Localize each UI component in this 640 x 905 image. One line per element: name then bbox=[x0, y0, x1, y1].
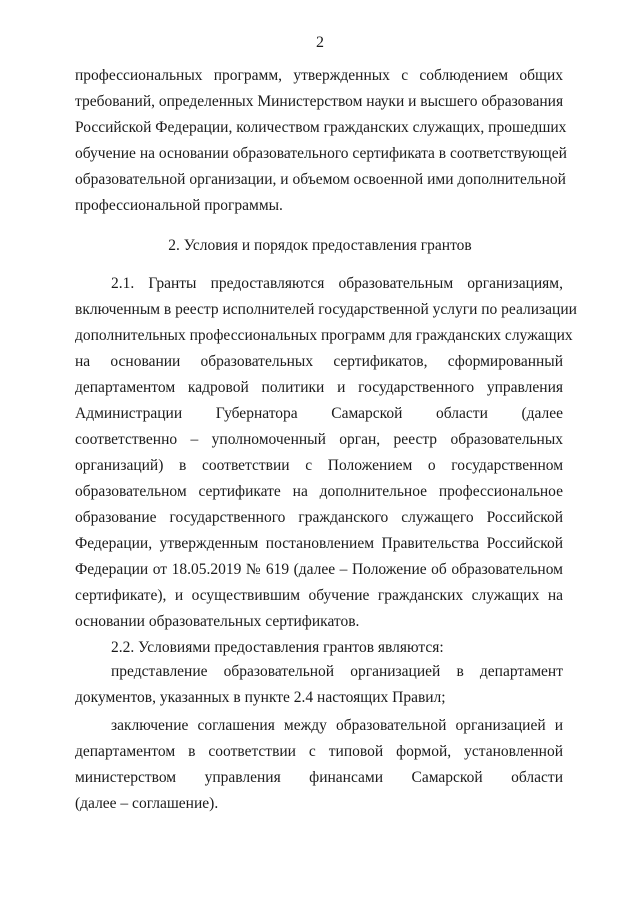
text-line: профессиональной программы. bbox=[75, 197, 283, 214]
text-line: 2.2. Условиями предоставления грантов являются: bbox=[111, 639, 444, 656]
text-line: образование государственного гражданского служащего Российской bbox=[75, 509, 563, 526]
text-line: департаментом в соответствии с типовой формой, установленной bbox=[75, 743, 563, 760]
page-number: 2 bbox=[316, 34, 324, 51]
condition-1-paragraph bbox=[75, 659, 563, 711]
text-line: Российской Федерации, количеством гражданских служащих, прошедших bbox=[75, 119, 567, 136]
text-line: включенным в реестр исполнителей государственной услуги по реализации bbox=[75, 301, 577, 318]
text-line: министерством управления финансами Самарской области bbox=[75, 769, 563, 786]
text-line: 2.1. Гранты предоставляются образовательным организациям, bbox=[111, 275, 563, 292]
text-line: Федерации от 18.05.2019 № 619 (далее – Положение об образовательном bbox=[75, 561, 563, 578]
text-line: департаментом кадровой политики и государственного управления bbox=[75, 379, 563, 396]
section-heading: 2. Условия и порядок предоставления грантов bbox=[168, 237, 472, 254]
text-line: требований, определенных Министерством науки и высшего образования bbox=[75, 93, 564, 110]
text-line: основании образовательных сертификатов. bbox=[75, 613, 360, 630]
text-line: организаций) в соответствии с Положением о государственном bbox=[75, 457, 563, 474]
text-line: сертификате), и осуществившим обучение гражданских служащих на bbox=[75, 587, 563, 604]
text-line: заключение соглашения между образовательной организацией и bbox=[111, 717, 563, 734]
condition-2-paragraph bbox=[75, 713, 563, 817]
text-line: профессиональных программ, утвержденных с соблюдением общих bbox=[75, 67, 563, 84]
text-line: образовательной организации, и объемом освоенной ими дополнительной bbox=[75, 171, 566, 188]
text-line: Федерации, утвержденным постановлением Правительства Российской bbox=[75, 535, 563, 552]
text-line: документов, указанных в пункте 2.4 настоящих Правил; bbox=[75, 689, 446, 706]
text-line: соответственно – уполномоченный орган, реестр образовательных bbox=[75, 431, 563, 448]
intro-paragraph bbox=[75, 63, 567, 219]
text-line: Администрации Губернатора Самарской области (далее bbox=[75, 405, 563, 422]
text-line: образовательном сертификате на дополнительное профессиональное bbox=[75, 483, 563, 500]
text-line: дополнительных профессиональных программ для гражданских служащих bbox=[75, 327, 573, 344]
text-line: обучение на основании образовательного сертификата в соответствующей bbox=[75, 145, 567, 162]
clause-2-2-paragraph bbox=[75, 635, 563, 661]
text-line: на основании образовательных сертификатов, сформированный bbox=[75, 353, 563, 370]
text-line: (далее – соглашение). bbox=[75, 795, 219, 812]
clause-2-1-paragraph bbox=[75, 271, 577, 635]
text-line: представление образовательной организацией в департамент bbox=[111, 663, 563, 680]
